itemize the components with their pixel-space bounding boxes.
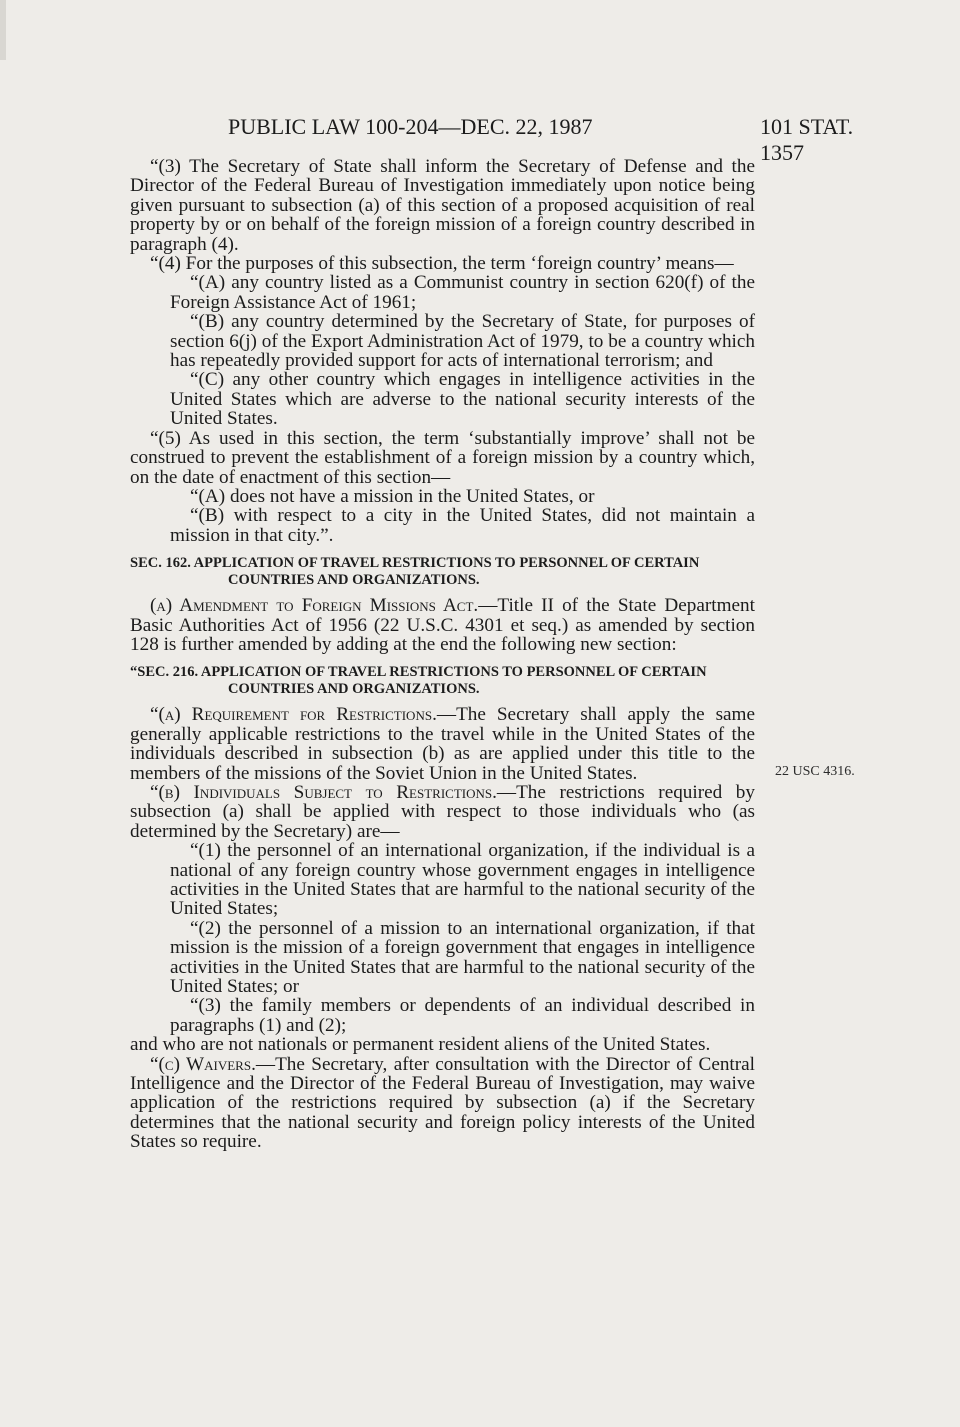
section-216-b-tail: and who are not nationals or permanent resident aliens of the United States.: [130, 1034, 711, 1056]
section-216-a: [130, 705, 755, 783]
section-216-b2: “(2) the personnel of a mission to an international organization, if that mission is the mission of a foreign government that engages in intelligence activities in the United States that are harmful to the national security of the United States; or: [170, 917, 755, 998]
paragraph-5b: “(B) with respect to a city in the United States, did not maintain a mission in that city.”.: [170, 505, 755, 546]
paragraph-5a: “(A) does not have a mission in the United States, or: [190, 485, 595, 507]
subsection-a-text: —Title II of the State Department Basic Authorities Act of 1956 (22 U.S.C. 4301 et seq.) as amended by section 128 is further amended by adding at the end the following new section:: [130, 595, 755, 655]
paragraph-5: “(5) As used in this section, the term ‘substantially improve’ shall not be construed to prevent the establishment of a foreign mission by a country which, on the date of enactment of this section—: [130, 427, 755, 488]
section-216-c-text: —The Secretary, after consultation with the Director of Central Intelligence and the Director of the Federal Bureau of Investigation, may waive application of the restrictions required by subsection (a) if the Secretary determines that the national security and foreign policy interests of the United States so require.: [130, 1053, 755, 1153]
section-216-b-text: —The restrictions required by subsection (a) shall be applied with respect to those individuals who (as determined by the Secretary) are—: [130, 781, 755, 842]
section-216-b3: “(3) the family members or dependents of an individual described in paragraphs (1) and (2);: [170, 995, 755, 1036]
section-216-b: [130, 783, 755, 841]
section-216-c-heading: “(c) Waivers.: [150, 1053, 256, 1075]
header-title: PUBLIC LAW 100-204—DEC. 22, 1987: [228, 114, 593, 139]
paragraph-3: “(3) The Secretary of State shall inform the Secretary of Defense and the Director of the Federal Bureau of Investigation immediately upon notice being given pursuant to subsection (a) of this section of a proposed acquisition of real property by or on behalf of the foreign mission of a foreign country described in paragraph (4).: [130, 156, 755, 255]
paragraph-4a: “(A) any country listed as a Communist country in section 620(f) of the Foreign Assistance Act of 1961;: [170, 272, 755, 313]
paragraph-4: “(4) For the purposes of this subsection, the term ‘foreign country’ means—: [150, 253, 734, 275]
scan-edge: [0, 0, 6, 60]
paragraph-4b: “(B) any country determined by the Secretary of State, for purposes of section 6(j) of the Export Administration Act of 1979, to be a country which has repeatedly provided support for acts of international terrorism; and: [170, 311, 755, 372]
section-216-c: [130, 1055, 755, 1152]
section-216-b1: “(1) the personnel of an international organization, if the individual is a national of any foreign country whose government engages in intelligence activities in the United States that are harmful to the national security of the United States;: [170, 840, 755, 920]
section-162-heading: SEC. 162. APPLICATION OF TRAVEL RESTRICTIONS TO PERSONNEL OF CERTAIN COUNTRIES AND ORGANIZATIONS.: [130, 555, 700, 589]
section-216-heading: “SEC. 216. APPLICATION OF TRAVEL RESTRICTIONS TO PERSONNEL OF CERTAIN COUNTRIES AND ORGANIZATIONS.: [130, 664, 707, 698]
paragraph-4c: “(C) any other country which engages in intelligence activities in the United States which are adverse to the national security interests of the United States.: [170, 369, 755, 430]
subsection-a-heading: (a) Amendment to Foreign Missions Act.: [150, 595, 479, 617]
section-216-a-heading: “(a) Requirement for Restrictions.: [150, 704, 437, 726]
margin-note-usc: 22 USC 4316.: [775, 764, 855, 779]
section-216-a-text: —The Secretary shall apply the same generally applicable restrictions to the travel while in the United States of the individuals described in subsection (b) as are applied under this title to the members of the missions of the Soviet Union in the United States.: [130, 704, 755, 784]
subsection-a: [130, 596, 755, 654]
section-216-b-heading: “(b) Individuals Subject to Restrictions.: [150, 781, 497, 803]
header-page-number: 101 STAT. 1357: [760, 114, 854, 165]
document-body: [130, 157, 755, 1152]
